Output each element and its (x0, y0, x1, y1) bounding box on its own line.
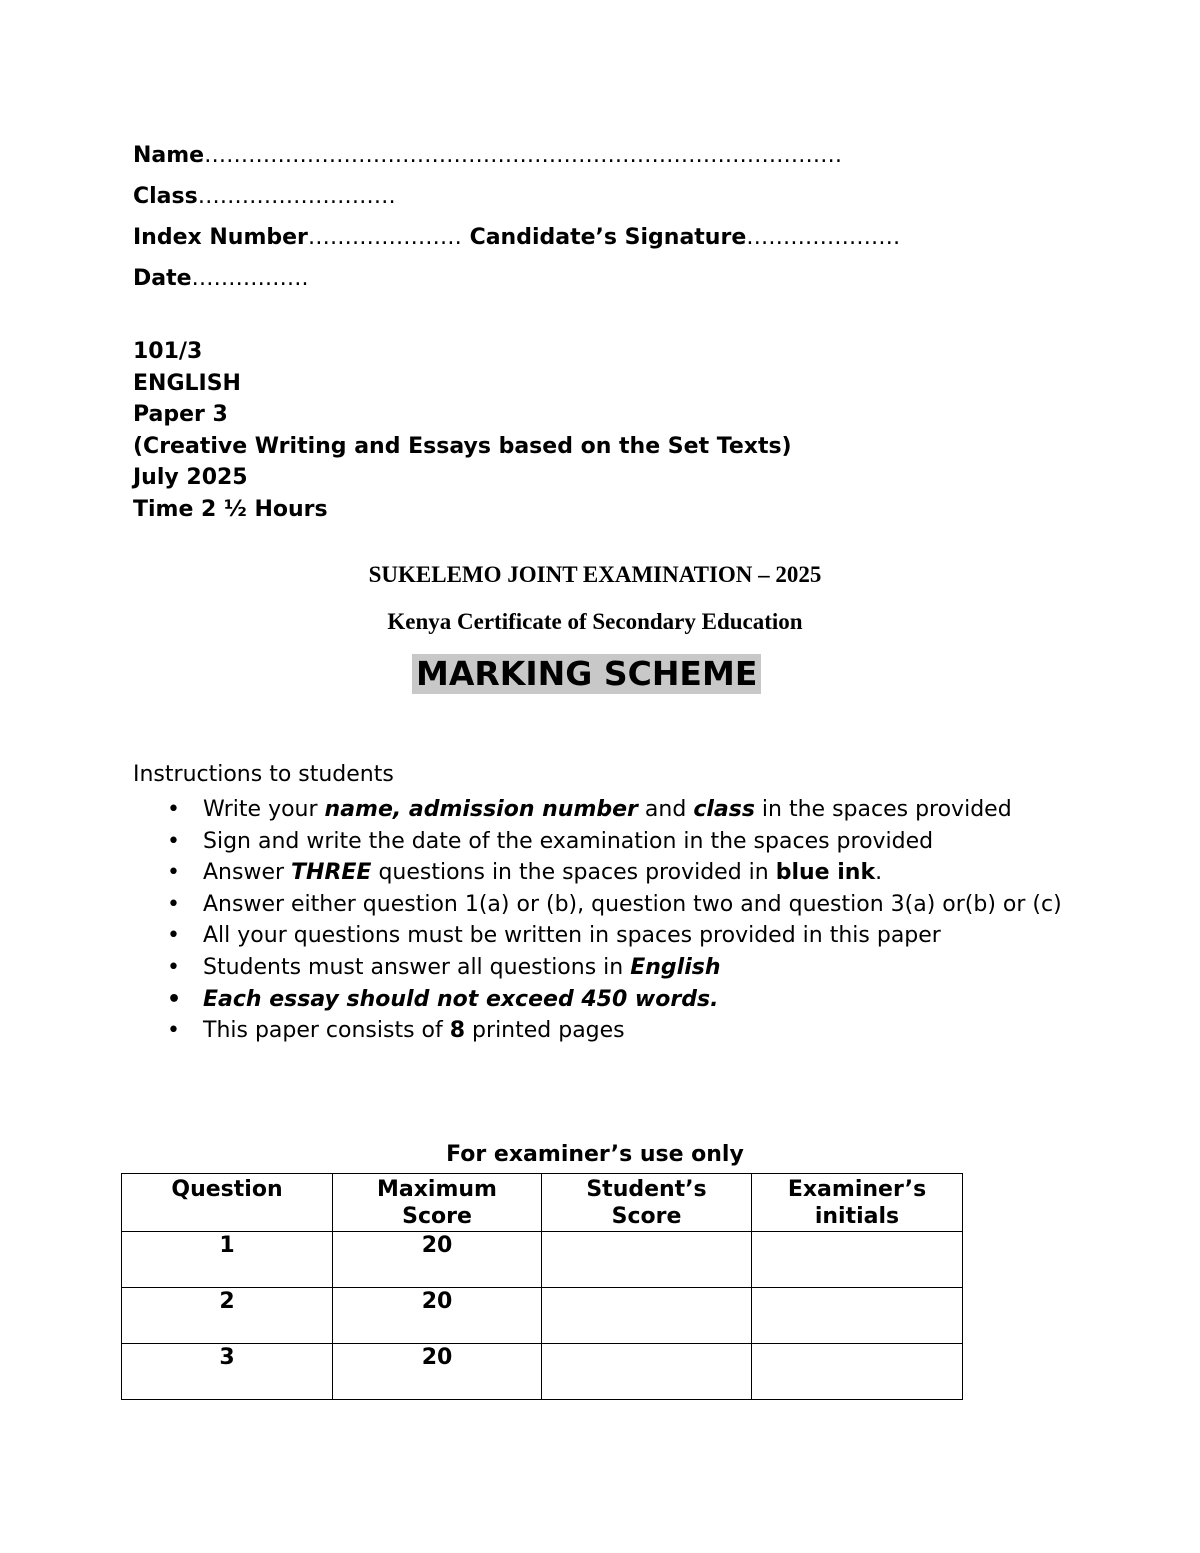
paper-number: Paper 3 (133, 402, 228, 428)
examiner-initials-cell[interactable] (752, 1232, 963, 1288)
instr-text: Write your (203, 797, 325, 822)
instr-text: and (637, 797, 694, 822)
table-row (122, 1344, 963, 1400)
examiner-initials-cell[interactable] (752, 1288, 963, 1344)
instr-text: This paper consists of (203, 1018, 450, 1044)
instr-emphasis: English (630, 954, 721, 980)
paper-code: 101/3 (133, 339, 203, 364)
instr-text: questions in the spaces provided in (371, 860, 776, 886)
index-number-field[interactable] (133, 225, 462, 250)
signature-label: Candidate’s Signature (469, 225, 747, 250)
certificate-title: Kenya Certificate of Secondary Education (387, 609, 803, 634)
instr-bold: blue ink (775, 860, 876, 886)
instr-emphasis: class (693, 797, 755, 822)
list-item (133, 794, 1063, 826)
signature-dots: ………………… (746, 225, 901, 250)
name-field[interactable] (133, 143, 842, 168)
class-label: Class (133, 184, 198, 209)
index-signature-row (133, 225, 900, 250)
instructions-list (133, 794, 1063, 1047)
max-score-cell: 20 (333, 1232, 542, 1288)
header-students-score: Student’s Score (542, 1174, 752, 1232)
paper-date: July 2025 (133, 465, 248, 491)
instr-text: Sign and write the date of the examination in the spaces provided (203, 828, 934, 854)
instr-emphasis: THREE (291, 860, 372, 886)
signature-field[interactable] (470, 225, 901, 250)
index-number-dots: ………………… (307, 225, 462, 250)
list-item (133, 857, 1063, 889)
instr-text: Students must answer all questions in (203, 954, 631, 980)
table-header-row (122, 1174, 963, 1232)
question-cell: 1 (122, 1232, 333, 1288)
date-dots: ……………. (191, 266, 309, 291)
list-item (133, 826, 1063, 858)
question-cell: 2 (122, 1288, 333, 1344)
instr-text: . (875, 860, 883, 886)
student-score-cell[interactable] (542, 1344, 752, 1400)
instr-text: Answer (203, 860, 292, 886)
examiner-table (121, 1173, 963, 1400)
instructions-title: Instructions to students (133, 762, 394, 787)
header-question: Question (122, 1174, 333, 1232)
date-field[interactable] (133, 266, 309, 291)
header-maximum-score: Maximum Score (333, 1174, 542, 1232)
index-number-label: Index Number (133, 225, 308, 250)
instr-bold: 8 (449, 1018, 466, 1044)
paper-meta (133, 336, 792, 526)
name-label: Name (133, 143, 205, 168)
class-field[interactable] (133, 184, 396, 209)
table-row (122, 1232, 963, 1288)
student-score-cell[interactable] (542, 1232, 752, 1288)
examiner-use-title: For examiner’s use only (446, 1142, 744, 1167)
question-cell: 3 (122, 1344, 333, 1400)
list-item (133, 889, 1063, 921)
examiner-initials-cell[interactable] (752, 1344, 963, 1400)
instr-text: in the spaces provided (754, 797, 1012, 822)
list-item (133, 952, 1063, 984)
instr-text: All your questions must be written in spaces provided in this paper (203, 923, 941, 949)
paper-subject: ENGLISH (133, 370, 241, 396)
paper-time: Time 2 ½ Hours (133, 496, 328, 522)
exam-title: SUKELEMO JOINT EXAMINATION – 2025 (368, 562, 822, 587)
list-item (133, 1015, 1063, 1047)
student-score-cell[interactable] (542, 1288, 752, 1344)
class-dots: ……………………… (197, 184, 396, 209)
instr-emphasis: name, admission number (324, 797, 638, 822)
max-score-cell: 20 (333, 1288, 542, 1344)
list-item (133, 920, 1063, 952)
table-row (122, 1288, 963, 1344)
name-dots: …………………………………………………………………………… (204, 143, 843, 168)
instr-text: Answer either question 1(a) or (b), question two and question 3(a) or(b) or (c) (203, 891, 1062, 917)
list-item (133, 984, 1063, 1016)
marking-scheme-heading: MARKING SCHEME (412, 654, 761, 694)
instr-text: printed pages (465, 1018, 625, 1044)
paper-description: (Creative Writing and Essays based on the Set Texts) (133, 433, 792, 459)
header-examiners-initials: Examiner’s initials (752, 1174, 963, 1232)
max-score-cell: 20 (333, 1344, 542, 1400)
date-label: Date (133, 266, 192, 291)
instr-text: Each essay should not exceed 450 words. (203, 986, 719, 1012)
